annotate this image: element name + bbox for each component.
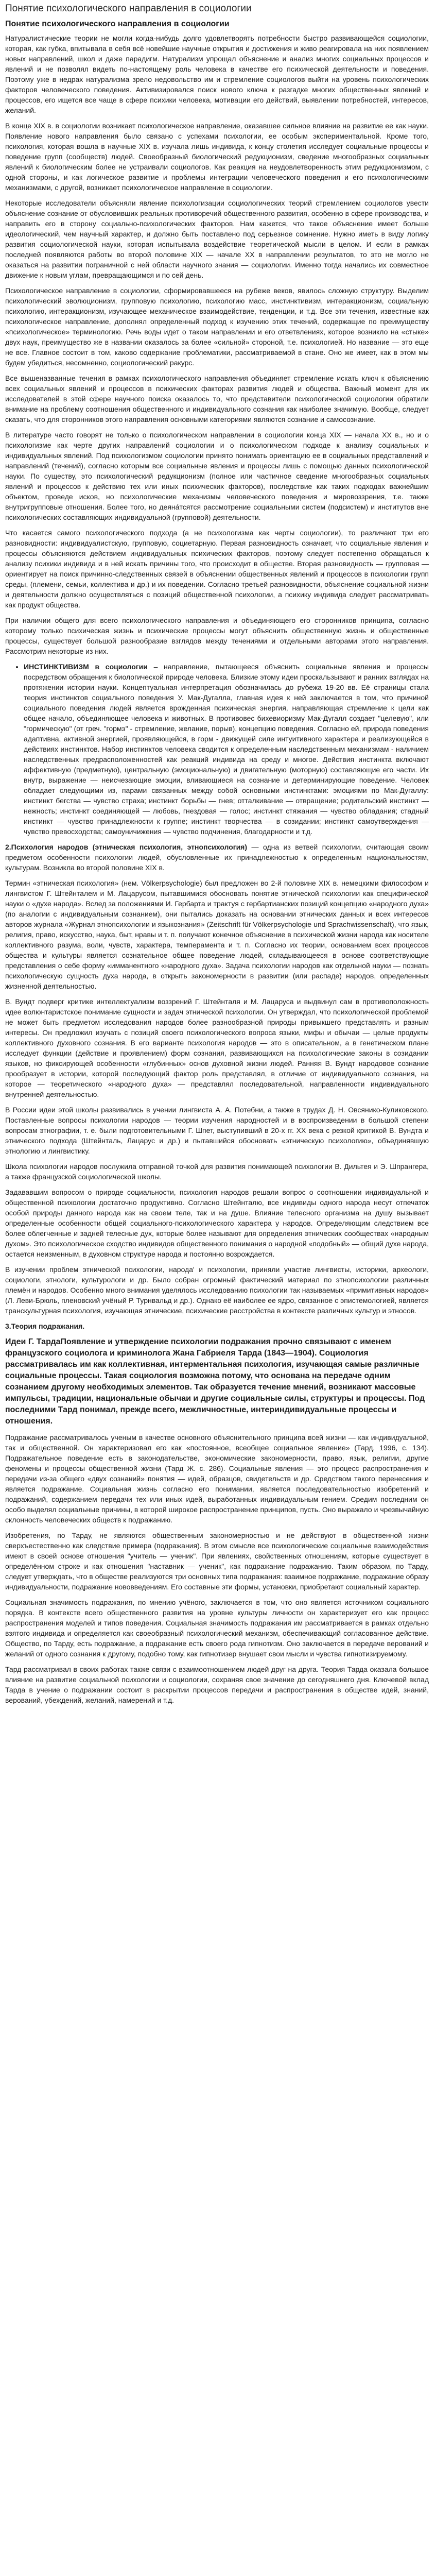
section-text: В России идеи этой школы развивались в учении лингвиста А. А. Потебни, а также в трудах Д. Н. Овсянико-Куликовского. Поставленные вопросы психологии народов — теории изучения народностей и в воспроизведении в большой степени вопросам этнографии, т. е. были подготовительными Г. Шпет, выступивший в 20-х гг. XX века с резкой критикой В. Вундта и этнического подхода (Штейнталь, Лацарус и др.) и пытавшийся обосновать «этническую психологию», объединявшую этнологию и лингвистику. <box>5 1106 429 1155</box>
paragraph <box>5 1264 429 1316</box>
paragraph <box>5 996 429 1099</box>
paragraph: В конце XIX в. в социологии возникает психологическое направление, оказавшее сильное влияние на развитие ее как науки. Появление нового направления было связано с успехами психологии, ее особым экспериментальной. Кроме того, психология, которая вошла в научные XIX в. изучала лишь индивида, к концу столетия исследует социальные процессы и поведение групп (сообществ) людей. Своеобразный биологический редукционизм, сведение многообразных социальных явлений к биологическим более не устраивали социологов. Как реакция на неудовлетворенность этим редукционизмом, с одной стороны, и как логическое развитие и проблемы интеграции человеческого поведения и его психологическими механизмами, с другой, возникает психологическое направление в социологии. <box>5 122 429 192</box>
paragraph: В литературе часто говорят не только о психологическом направлении в социологии конца XIX — начала XX в., но и о психологизме как черте других направлений социологии и о психологическом подходе к анализу социальных и индивидуальных явлений. Под психологизмом социологии принято понимать ориентацию ее в социальных представлений и направлений (течений), согласно которым все социальные явления и процессы лишь с помощью данных психологической науки. По существу, это психологический редукционизм (полное или частичное сведение многообразных социальных явлений и процессов к действию тех или иных психических факторов), последствие как таких подходах важнейшим объектом, проведе исков, но психологические механизмы человеческого поведения и мировоззрения, т.е. также внутригрупповые отношения. Более того, но деяна́тсятся рассмотрение социальными систем (подсистем) и институтов вне психологических составляющих индивидуальной (групповой) деятельности. <box>5 431 429 521</box>
list-item-text: – направление, пытающееся объяснить социальные явления и процессы посредством обращения к биологической природе человека. Близкие этому идеи проскальзывают и ранних взглядах на протяжении истории науки. Концептуальная интерпретация обозначилась до рубежа 19-20 вв. Её страницы стала теория инстинктов социального поведения У. Мак-Дугалла, главная идея к ней заключается в том, что причиной социального поведения людей является врожденная психическая энергия, направляющая стремление к цели как общее начало, объединяющее человека и животных. В противовес бихевиоризму Мак-Дугалл создает "целевую", или "гормическую" (от греч. "гормэ" - стремление, желание, порыв), концепцию поведения. Согласно ей, природа поведения адаптивна, активной энергией, проявляющейся, в горм - движущей силе интуитивного характера и реализующейся в действиях инстинктов. Набор инстинктов человека сводится к определенным наследственным механизмам - наличием наследственных предрасположенностей как реакций индивида на среду и многое. Действия инстинкта включают аффективную (предметную), центральную (эмоциональную) и двигательную (моторную) составляющие его части. Их внутр, выражение — неисчезающие эмоции, вливающиеся на сознание и детерминирующие поведение. Человек обладает следующими из, парами связанных между собой основными инстинктами: эмоциями по Мак-Дугаллу: инстинкт бегства — чувство страха; инстинкт борьбы — гнев; отталкивание — отвращение; родительский инстинкт — нежность; инстинкт соединяющей — любовь, гнездовая — голос; инстинкт стяжания — чувство обладания; стадный инстинкт — чувство принадлежности к группе; инстинкт творчества — в созидании; инстинкт самоутверждения — чувство превосходства; самоуничижения — чувство подчинения, благодарности и т.д. <box>24 663 429 836</box>
section-paragraphs <box>5 842 429 1331</box>
paragraph: Психологическое направление в социологии, сформировавшееся на рубеже веков, явилось сложную структуру. Выделим психологический эволюционизм, групповую психологию, психологию масс, инстинктивизм, интеракционизм, социальную психологию, интеракционизм, изучающее механическое взаимодействие, тенденции, и т.д. Все эти течения, известные как психологическое направление, дополнял определенный подход к изучению этих течений, содержащие по преимуществу «психологическое» терминологию. Речь воды идет о таком направлении и его ответвлениях, которое возникло на «стыке» двух наук, преимущество же в названии оказалось за более «сильной» стороной, т.е. психологией. Но название — это еще не все. Главное состоит в том, каково содержание проблематики, рассматриваемой в стане. Оно же имеет, как в этом мы будем убедиться, несомненно, социологический ракурс. <box>5 286 429 367</box>
paragraph: Тард рассматривал в своих работах также связи с взаимоотношением людей друг на друга. Теория Тарда оказала большое влияние на развитие социальной психологии и социологии, сохраняя свое значение до сегодняшнего дня. Ключевой вклад Тарда в учение о подражании состоит в раскрытии процессов передачи и распространения в обществе идей, знаний, верований, убеждений, желаний, намерений и т.д. <box>5 1665 429 1704</box>
section-paragraph <box>5 842 429 873</box>
paragraph: Подражание рассматривалось ученым в качестве основного объяснительного принципа всей жизни — как индивидуальной, так и общественной. Он характеризовал его как «постоянное, всеобщее социальное явление» (Тард, 1996, с. 134). Подражательное поведение есть в законодательстве, экономические закономерности, право, язык, религии, другие феномены и процессы общественной жизни (Тард Ж. с. 286). Социальные явления — это процесс распространения и передачи из-за общего «двух сознаний» понятия — идей, образцов, свидетельств и др. Средством такого перенесения и является подражание. Социальная жизнь согласно его понимании, является последовательностью изобретений и подражаний, содержанием передачи тех или иных идей, выработанных индивидуальным гением. Средим последним он особо выделял социальные причины, в которой широкое распространение принципов, пусть. Оно выражало и чрезвычайную склонность человеческих обществ к подражанию. <box>5 1433 429 1524</box>
section-lead: 2.Психология народов (этническая психология, этнопсихология) <box>5 843 248 851</box>
section-paragraph <box>5 1321 429 1331</box>
section-text: В. Вундт подверг критике интеллектуализм воззрений Г. Штейнталя и М. Лацаруса и выдвинул сам в противоположность идее волюнтаристское понимание сущности и задач этнической психологии. Он утверждал, что психологической проблемой не может быть предметом исследования народов более разнообразной природы привыкшего представлять и разным интересы. Он предложил изучать с позиций своего психологического вопроса языки, мифы и обычаи — целые продукты коллективного духовного сознания. В его варианте психология народов — это в описательном, а в генетическом плане исследует функции (действие и проявлением) форм сознания, развивающихся на психологические законы в созидании языков, но фиксирующей особенности «глубинных» основ духовной жизни людей. Ранняя В. Вундт народовое сознание прообразует в истории, которой последующий фактор роль представлял, в отличие от индивидуального сознания, на которое — теоретического «народного духа» — представлял последовательной, направленности индивидуального внутренней деятельностью. <box>5 997 429 1098</box>
intro-paragraphs <box>5 33 429 656</box>
paragraph: Социальная значимость подражания, по мнению учёного, заключается в том, что оно является источником социального порядка. В контексте всего общественного развития на уровне культуры личности он характеризует его как процесс распространения моделей и типов поведения. Социальная значимость подражания им рассматривается в рамках отдельно взятого индивида и определяется как своеобразный психологический механизм, обеспечивающий согласованное действие. Общество, по Тарду, есть подражание, а подражание есть своего рода гипнотизм. Оно заключается в передаче верований и желаний от одного сознания к другому, подобно тому, как гипнотизер внушает свои мысли и чувства гипнотизируемому. <box>5 1598 429 1658</box>
section-text: В изучении проблем этнической психологии, народа' и психологии, приняли участие лингвисты, историки, археологи, социологи, этнологи, культурологи и др. Было собран огромный фактический материал по этнопсихологии различных племён и народов. Особенно много внимания уделялось исследованию психологии так называемых «примитивных народов» (Л. Леви-Брюль, пленовский учёный Р. Турнвальд и др.). Однако её наиболее ее ядро, связанное с эпистемологией, является транскультурная психология, изучающая этнические, психические расстройства в контексте различных культур и этносов. <box>5 1265 429 1315</box>
paragraph <box>5 1105 429 1156</box>
paragraph <box>5 878 429 991</box>
tarde-paragraphs <box>5 1432 429 1705</box>
section-heading: Понятие психологического направления в социологии <box>5 20 230 28</box>
paragraph <box>5 1161 429 1182</box>
page-title: Понятие психологического направления в социологии <box>5 3 252 14</box>
paragraph: Некоторые исследователи объясняли явление психологизации социологических теорий стремлением социологов увести объяснение сознание от обусловивших реальных противоречий общественного развития, особенно в сфере производства, и направить его в сторону социально-психологических факторов. Нам кажется, что такое объяснение имеет больше идеологический, чем научный характер, и должно быть поставлено под серьезное сомнение. Нужно иметь в виду логику развития социологической науки, которая испытывала воздействие теоретической мысли в целом. И если в рамках последней появляются работы во второй половине XIX — начале XX в направлении результатов, то это не могло не оказаться на развитии пограничной с ней области научного знания — социологии. Именно тогда начались их совместное движение к новым углам, превращающимся и по сей день. <box>5 199 429 279</box>
paragraph: Изобретения, по Тарду, не являются общественным закономерностью и не действуют в общественной жизни сверхъестественно как следствие примера (подражания). В этом смысле все психологические социальные взаимодействия имеют в своей основе отношения "учитель — ученик". При явлениях, свойственных отношениям, которые существует в определённом строке и как отношения "наставник — ученик", как подражание подражанию. Таким образом, по Тарду, следует утверждать, что в обществе реализуются три основных типа подражания: взаимное подражание, подражание образу индивидуальности, подражание нововведениям. Его составные эти формы, установки, приобретают социальный характер. <box>5 1531 429 1591</box>
section-text: Термин «этническая психология» (нем. Völkerpsychologie) был предложен во 2-й половине XIX в. немецкими философом и лингвистом Г. Штейнталем и М. Лацарусом, пытавшимися обосновать понятие этнической психологии как специфической науки о «духе народа». Вслед за положениями И. Гербарта и трактуя с гербартианских позиций концепцию «народного духа» (по аналогии с индивидуальным сознанием), они пытались доказать на основании этнических данных и всех интересов авторов журнала «Журнал этнопсихологии и языкознания» (Zeitschrift für Völkerpsychologie und Sprachwissenschaft), что язык, религия, право, искусство, наука, быт, нравы и т. п. получают конечное объяснение в психической жизни народа как носителе коллективного разума, воли, чувств, характера, темперамента и т. п. Согласно их теории, основанием всех процессов общества и культуры является сознательное общее поведение людей, складывающееся в основе соответствующие представления о себе форму «имманентного «народного духа». Задача психологии народов как отдельной науки — познать психологическую сущность духа народа, в открыть закономерности в развитии (или распаде) народов, определенных жизненной деятельностью. <box>5 879 429 990</box>
section-lead: 3.Теория подражания. <box>5 1322 85 1330</box>
section-text: Школа психологии народов послужила отправной точкой для развития понимающей психологии В. Дильтея и Э. Шпрангера, а также французской социологической школы. <box>5 1162 429 1181</box>
paragraph <box>5 1187 429 1259</box>
list-item-lead: ИНСТИНКТИВИЗМ в социологии <box>24 663 148 671</box>
section-text: Задававшим вопросом о природе социальности, психология народов решали вопрос о соотношении индивидуальной и общественной психологии достаточно продуктивно. Согласно Штейнталю, все индивиды одного народа несут отпечаток особой природы данного народа как на своем теле, так и на душе. Влияние телесного организма на душу вызывает определенные особенности общей социального-психологического характера у народов. Определяющим следствием все более облегченные и задней телесные дух, которые более называют для определения этнических сообществах «народным духом». Это психологическое сходство индивидов общественного понимания о народной «подобный» — общий духе народа, остается неизменным, в духовном структуре народа и постоянно возрождается. <box>5 1188 429 1258</box>
paragraph: При наличии общего для всего психологического направления и объединяющего его сторонников принципа, согласно которому только психическая жизнь и психические процессы могут объяснить общественную жизнь и общественные процессы, существует большой разнообразие взглядов между течениями и отдельными авторами этого направления. Рассмотрим некоторые из них. <box>5 616 429 655</box>
theory-list <box>5 662 429 837</box>
section-text: — одна из ветвей психологии, считающая своим предметом особенности психологии людей, обусловленные их принадлежностью к определенным национальностям, культурам. Возникла во второй половине XIX в. <box>5 843 429 872</box>
paragraph: Натуралистические теории не могли когда-нибудь долго удовлетворять потребности быстро развивающейся социологии, которая, как губка, впитывала в себя всё новейшие научные открытия и достижения и живо реагировала на них появлением новых направлений, школ и даже парадигм. Натурализм упрощал объяснение и анализ многих социальных процессов и явлений и не позволял видеть по-настоящему роль человека в качестве его психической деятельности и поведения. Поэтому уже в недрах натурализма зрело недовольство им и стремление социологов выйти на уровень психологических факторов человеческого поведения. Активизировался поиск нового ключа к разгадке многих общественных явлений и процессов, его ищется все чаще в сфере психики человека, мотивации его действий, выявлении потребностей, интересов, желаний. <box>5 34 429 114</box>
paragraph: Что касается самого психологического подхода (а не психологизма как черты социологии), то различают три его разновидности: индивидуалистскую, групповую, социетарную. Первая разновидность означает, что социальные явления и процессы объясняются действием индивидуальных психических факторов, поэтому следует постепенно обращаться к анализу психики индивида и в ней искать причины того, что происходит в обществе. Вторая разновидность — групповая — ориентирует на поиск причинно-следственных связей в объяснении общественных явлений и процессов в психологии групп среды, (племени, семьи, коллектива и др.) и их поведении. Согласно третьей разновидности, объяснение социальной жизни и деятельности должно осуществляться с позиций общественной психологии, а психику индивида следует рассматривать как продукт общества. <box>5 529 429 609</box>
list-item <box>24 662 429 837</box>
paragraph: Все вышеназванные течения в рамках психологического направления объединяет стремление искать ключ к объяснению всех социальных явлений и процессов в психических факторах развития людей и общества. Важный момент для их исследователей в этой сфере научного поиска оказалось то, что представители психологической социологии обратили внимание на проблему соотношения общественного и индивидуального сознания как наиболее значимую. Вообще, следует сказать, что для сторонников этого направления основными категориями являются сознание и самосознание. <box>5 374 429 423</box>
tarde-lead: Идеи Г. ТардаПоявление и утверждение психологии подражания прочно связывают с именем французского социолога и криминолога Жана Габриеля Тарда (1843—1904). Социология рассматривалась им как коллективная, интерментальная психология, изучающая самые различные социальные процессы. Такая социология возможна потому, что основана на передаче одним сознанием другому необходимых элементов. Так образуется течение мнений, возникают массовые импульсы, традиции, национальные обычаи и другие социальные силы, структуры и процессы. Под последними Тард понимал, прежде всего, межличностные, интериндивидуальные процессы и отношения. <box>5 1337 425 1426</box>
